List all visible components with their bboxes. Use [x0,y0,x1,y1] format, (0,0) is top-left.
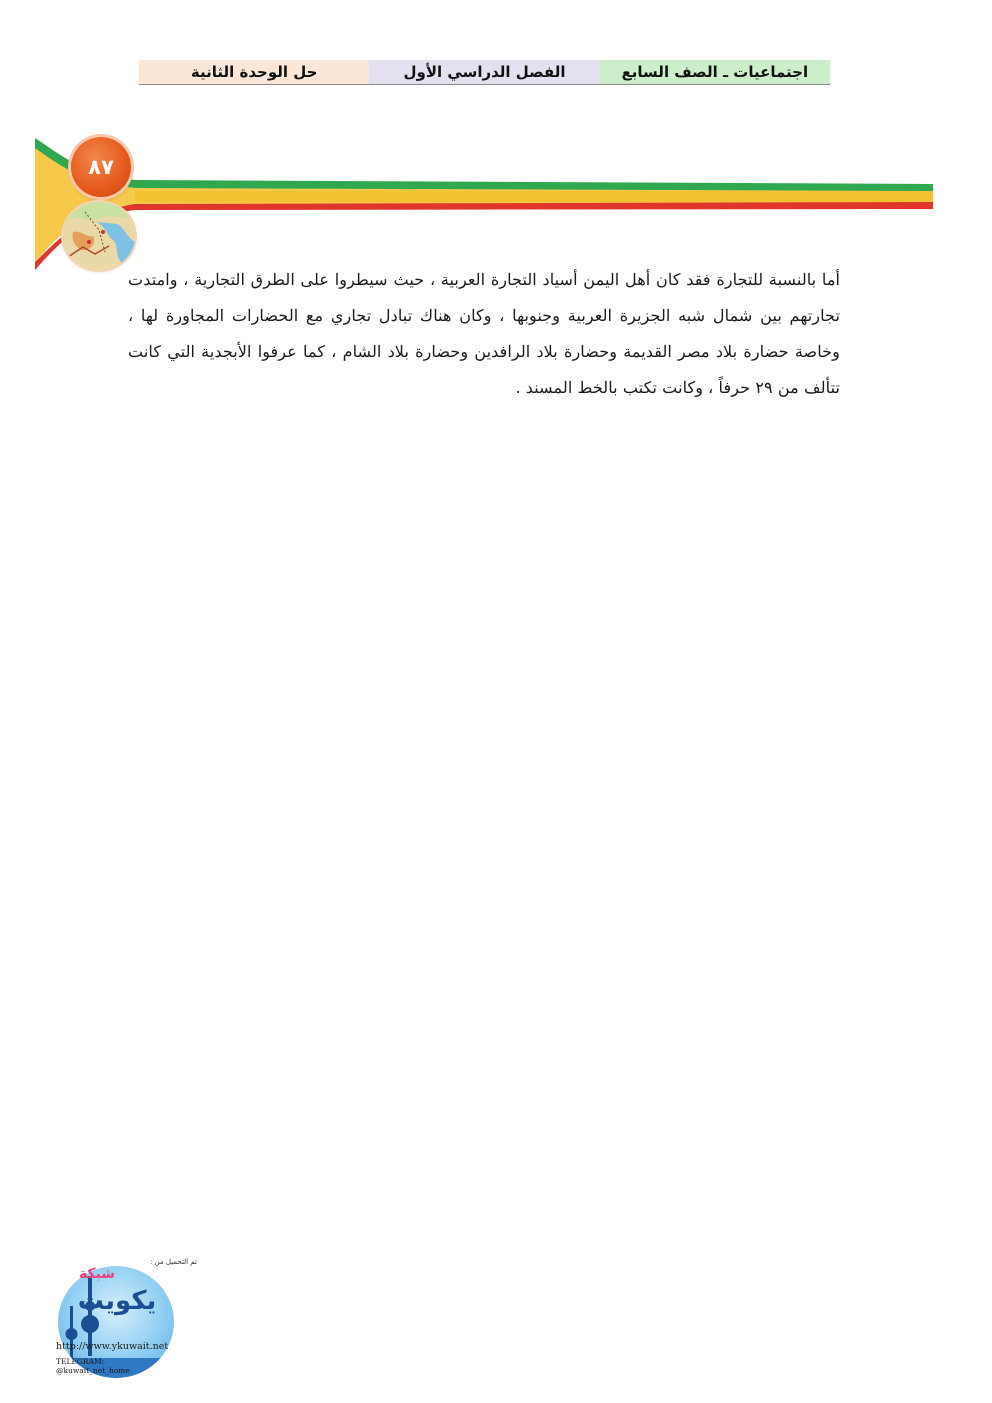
logo-url-link[interactable]: http://www.ykuwait.net [56,1341,169,1352]
lesson-paragraph: أما بالنسبة للتجارة فقد كان أهل اليمن أسياد التجارة العربية ، حيث سيطروا على الطرق التجارية ، وامتدت تجارتهم بين شمال شبه الجزيرة العربية وجنوبها ، وكان هناك تبادل تجاري مع الحضارات المجاورة لها ، وخاصة حضارة بلاد مصر القديمة وحضارة بلاد الرافدين وحضارة بلاد الشام ، كما عرفوا الأبجدية التي كانت تتألف من ٢٩ حرفاً ، وكانت تكتب بالخط المسند . [128,270,840,397]
header-unit-solution: حل الوحدة الثانية [139,60,369,84]
map-icon [63,202,135,270]
logo-title-main: يكويت [77,1286,157,1316]
header-subject-grade: اجتماعيات ـ الصف السابع [600,60,830,84]
logo-title-top: شبكة [78,1266,116,1282]
logo-telegram-handle: TELEGRAM: @kuwait_net_home [56,1357,130,1375]
logo-caption: تم التحميل من : [150,1258,197,1266]
page-header [139,60,830,85]
header-semester: الفصل الدراسي الأول [369,60,599,84]
decorative-banner [0,130,940,280]
page-number-badge: ٨٧ [71,137,131,197]
